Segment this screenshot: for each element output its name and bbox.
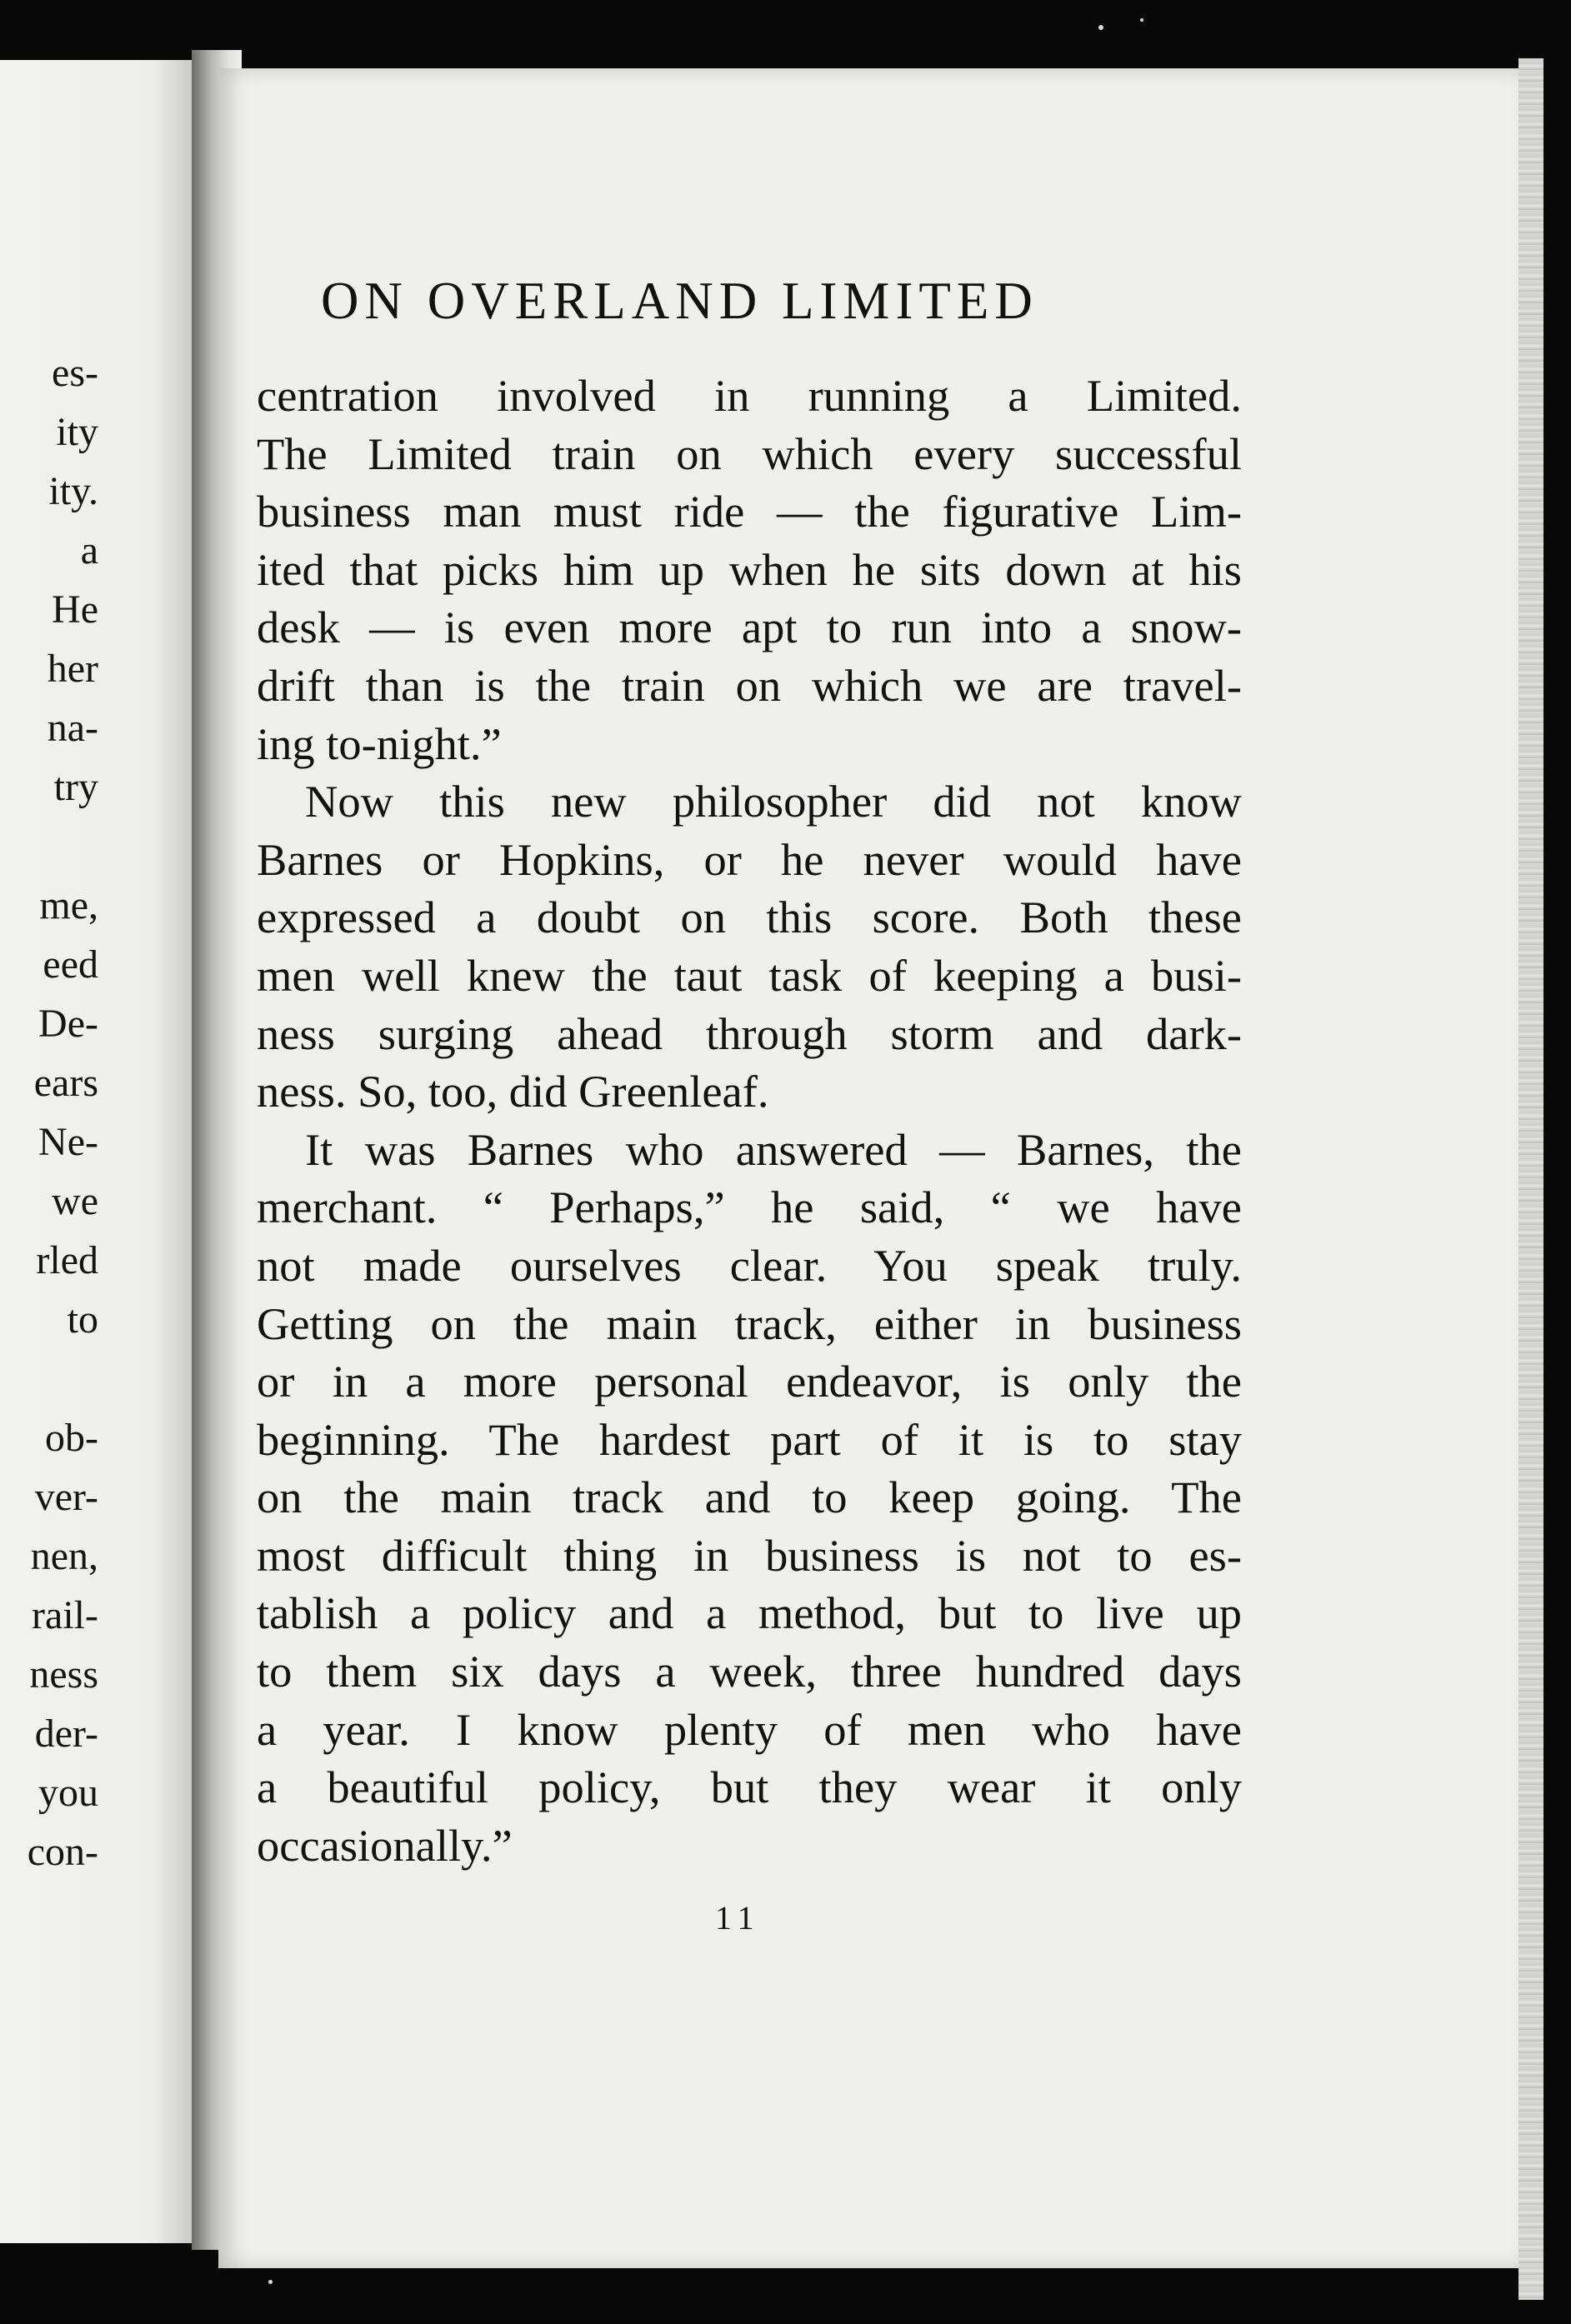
dust-speck (268, 2280, 273, 2284)
text-line: centration involved in running a Limited. (257, 370, 1242, 421)
text-line: a beautiful policy, but they wear it only (257, 1762, 1242, 1813)
page-edge (1518, 58, 1543, 2300)
text-line: ing to-night.” (257, 717, 502, 769)
left-line: try (53, 765, 98, 809)
left-line-blank (0, 1349, 98, 1408)
text-line: Now this new philosopher did not know (305, 776, 1242, 827)
text-line: It was Barnes who answered — Barnes, the (305, 1123, 1242, 1175)
left-line: ver- (34, 1475, 98, 1519)
dust-speck (1140, 18, 1143, 22)
text-line: tablish a policy and a method, but to live up (257, 1587, 1242, 1639)
text-line: expressed a doubt on this score. Both these (257, 892, 1242, 943)
text-line: to them six days a week, three hundred days (257, 1646, 1242, 1697)
left-line: nen, (30, 1534, 98, 1578)
left-line: me, (39, 883, 98, 927)
text-line: beginning. The hardest part of it is to stay (257, 1413, 1242, 1465)
page-number: 11 (715, 1899, 761, 1937)
left-line: es- (52, 351, 98, 395)
left-line-blank (0, 817, 98, 876)
running-head: ON OVERLAND LIMITED (321, 272, 1038, 330)
left-line: to (67, 1297, 98, 1342)
left-line: ity (56, 410, 98, 454)
left-line: ob- (45, 1416, 98, 1460)
left-line: con- (27, 1830, 98, 1874)
text-line: a year. I know plenty of men who have (257, 1703, 1242, 1755)
left-line: a (80, 528, 98, 572)
text-line: ited that picks him up when he sits down at his (257, 543, 1242, 595)
left-line: He (52, 587, 98, 632)
left-line: rail- (32, 1593, 98, 1637)
text-line: business man must ride — the figurative Lim- (257, 486, 1242, 537)
left-line: De- (38, 1002, 98, 1046)
text-line: occasionally.” (257, 1819, 513, 1871)
left-page-text (0, 343, 98, 1882)
body-text (257, 367, 1242, 1874)
text-line: on the main track and to keep going. The (257, 1472, 1242, 1523)
left-line: eed (43, 942, 98, 987)
left-line: ity. (48, 469, 98, 513)
text-line: desk — is even more apt to run into a snow- (257, 602, 1242, 653)
left-line: Ne- (38, 1120, 98, 1164)
text-line: The Limited train on which every successful (257, 427, 1242, 479)
text-line: not made ourselves clear. You speak truly. (257, 1239, 1242, 1291)
left-line: der- (34, 1712, 98, 1756)
text-line: ness. So, too, did Greenleaf. (257, 1066, 769, 1117)
text-line: ness surging ahead through storm and dark- (257, 1007, 1242, 1059)
text-line: most difficult thing in business is not to es- (257, 1529, 1242, 1581)
left-line: rled (36, 1238, 98, 1282)
text-line: Barnes or Hopkins, or he never would have (257, 833, 1242, 885)
left-line: we (52, 1179, 98, 1223)
dust-speck (1098, 25, 1103, 30)
left-line: ness (29, 1652, 98, 1697)
left-line: her (47, 647, 98, 691)
text-line: merchant. “ Perhaps,” he said, “ we have (257, 1182, 1242, 1233)
left-line: ears (33, 1061, 98, 1105)
left-line: na- (47, 706, 98, 750)
left-facing-page (0, 60, 218, 2243)
text-line: drift than is the train on which we are travel- (257, 659, 1242, 711)
text-line: or in a more personal endeavor, is only the (257, 1356, 1242, 1407)
text-line: Getting on the main track, either in business (257, 1297, 1242, 1349)
text-line: men well knew the taut task of keeping a busi- (257, 949, 1242, 1001)
left-line: you (38, 1771, 98, 1815)
